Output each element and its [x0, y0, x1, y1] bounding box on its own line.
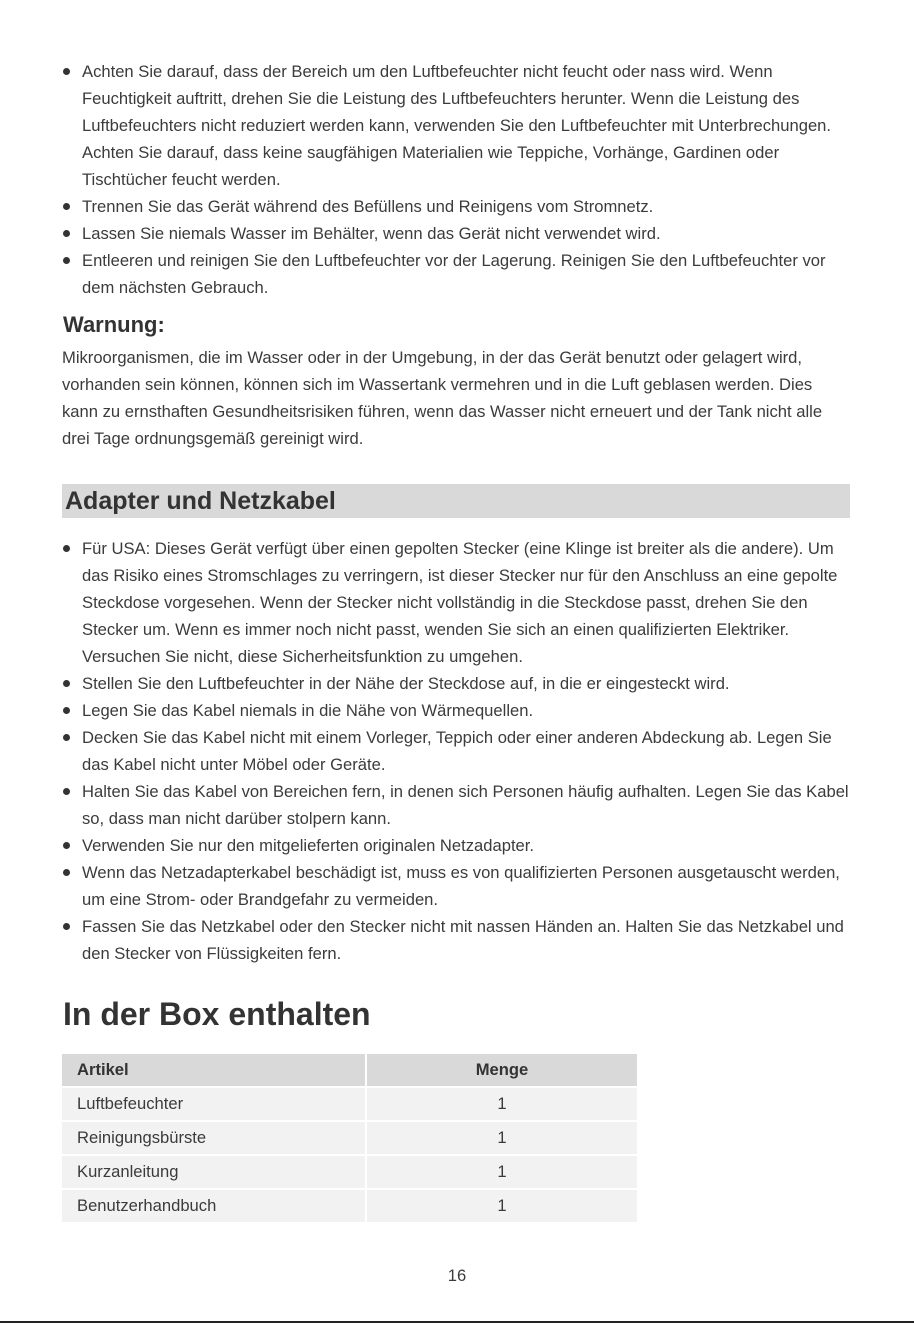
bullet-item	[62, 220, 862, 247]
bullet-item	[62, 58, 862, 193]
bullet-dot-icon	[63, 707, 70, 714]
bullet-item	[62, 859, 852, 913]
bullet-dot-icon	[63, 230, 70, 237]
table-row	[62, 1190, 637, 1224]
bullet-text: Entleeren und reinigen Sie den Luftbefeuchter vor der Lagerung. Reinigen Sie den Luftbefeuchter vor dem nächsten Gebrauch.	[82, 251, 826, 297]
bullet-dot-icon	[63, 788, 70, 795]
bullet-text: Legen Sie das Kabel niemals in die Nähe von Wärmequellen.	[82, 701, 534, 720]
item-quantity-cell: 1	[367, 1122, 637, 1156]
adapter-section-header	[62, 484, 850, 518]
box-contents-table	[62, 1054, 637, 1224]
bullet-text: Für USA: Dieses Gerät verfügt über einen gepolten Stecker (eine Klinge ist breiter als die andere). Um das Risiko eines Stromschlages zu verringern, ist dieser Stecker nur für den Anschluss an eine gepolte Steckdose vorgesehen. Wenn der Stecker nicht vollständig in die Steckdose passt, drehen Sie den Stecker um. Wenn es immer noch nicht passt, wenden Sie sich an einen qualifizierten Elektriker. Versuchen Sie nicht, diese Sicherheitsfunktion zu umgehen.	[82, 539, 838, 666]
footer-divider	[0, 1321, 914, 1323]
table-row	[62, 1122, 637, 1156]
bullet-dot-icon	[63, 680, 70, 687]
bullet-item	[62, 535, 852, 670]
bullet-dot-icon	[63, 842, 70, 849]
bullet-text: Lassen Sie niemals Wasser im Behälter, wenn das Gerät nicht verwendet wird.	[82, 224, 661, 243]
bullet-item	[62, 193, 862, 220]
item-quantity-cell: 1	[367, 1156, 637, 1190]
warning-text: Mikroorganismen, die im Wasser oder in der Umgebung, in der das Gerät benutzt oder gelagert wird, vorhanden sein können, können sich im Wassertank vermehren und in die Luft geblasen werden. Dies kann zu ernsthaften Gesundheitsrisiken führen, wenn das Wasser nicht erneuert und der Tank nicht alle drei Tage ordnungsgemäß gereinigt wird.	[62, 348, 823, 448]
bullet-dot-icon	[63, 203, 70, 210]
column-header-item: Artikel	[62, 1054, 367, 1088]
bullet-text: Trennen Sie das Gerät während des Befüllens und Reinigens vom Stromnetz.	[82, 197, 654, 216]
bullet-dot-icon	[63, 869, 70, 876]
bullet-dot-icon	[63, 734, 70, 741]
item-name-cell: Benutzerhandbuch	[62, 1190, 367, 1224]
item-quantity-cell: 1	[367, 1088, 637, 1122]
table-row	[62, 1088, 637, 1122]
bullet-item	[62, 913, 852, 967]
item-quantity-cell: 1	[367, 1190, 637, 1224]
column-header-quantity: Menge	[367, 1054, 637, 1088]
item-name-cell: Luftbefeuchter	[62, 1088, 367, 1122]
bullet-dot-icon	[63, 545, 70, 552]
bullet-item	[62, 832, 852, 859]
adapter-section-title: Adapter und Netzkabel	[65, 487, 336, 515]
warning-title: Warnung:	[63, 312, 165, 337]
bullet-text: Verwenden Sie nur den mitgelieferten originalen Netzadapter.	[82, 836, 535, 855]
bullet-text: Halten Sie das Kabel von Bereichen fern, in denen sich Personen häufig aufhalten. Legen Sie das Kabel so, dass man nicht darüber stolpern kann.	[82, 782, 849, 828]
bullet-text: Decken Sie das Kabel nicht mit einem Vorleger, Teppich oder einer anderen Abdeckung ab. Legen Sie das Kabel nicht unter Möbel oder Geräte.	[82, 728, 832, 774]
adapter-bullet-list	[62, 535, 852, 967]
item-name-cell: Reinigungsbürste	[62, 1122, 367, 1156]
box-contents-title: In der Box enthalten	[63, 996, 371, 1032]
page-number: 16	[447, 1266, 467, 1285]
bullet-item	[62, 670, 852, 697]
table-header-row	[62, 1054, 637, 1088]
item-name-cell: Kurzanleitung	[62, 1156, 367, 1190]
bullet-text: Achten Sie darauf, dass der Bereich um den Luftbefeuchter nicht feucht oder nass wird. Wenn Feuchtigkeit auftritt, drehen Sie die Leistung des Luftbefeuchters herunter. Wenn die Leistung des Luftbefeuchters nicht reduziert werden kann, verwenden Sie den Luftbefeuchter mit Unterbrechungen. Achten Sie darauf, dass keine saugfähigen Materialien wie Teppiche, Vorhänge, Gardinen oder Tischtücher feucht werden.	[82, 62, 832, 189]
bullet-text: Wenn das Netzadapterkabel beschädigt ist, muss es von qualifizierten Personen ausgetauscht werden, um eine Strom- oder Brandgefahr zu vermeiden.	[82, 863, 840, 909]
bullet-item	[62, 697, 852, 724]
bullet-text: Fassen Sie das Netzkabel oder den Stecker nicht mit nassen Händen an. Halten Sie das Netzkabel und den Stecker von Flüssigkeiten fern.	[82, 917, 844, 963]
bullet-dot-icon	[63, 923, 70, 930]
bullet-item	[62, 247, 862, 301]
bullet-dot-icon	[63, 68, 70, 75]
bullet-item	[62, 778, 852, 832]
bullet-text: Stellen Sie den Luftbefeuchter in der Nähe der Steckdose auf, in die er eingesteckt wird.	[82, 674, 730, 693]
bullet-dot-icon	[63, 257, 70, 264]
safety-bullet-list	[62, 58, 862, 301]
bullet-item	[62, 724, 852, 778]
table-row	[62, 1156, 637, 1190]
